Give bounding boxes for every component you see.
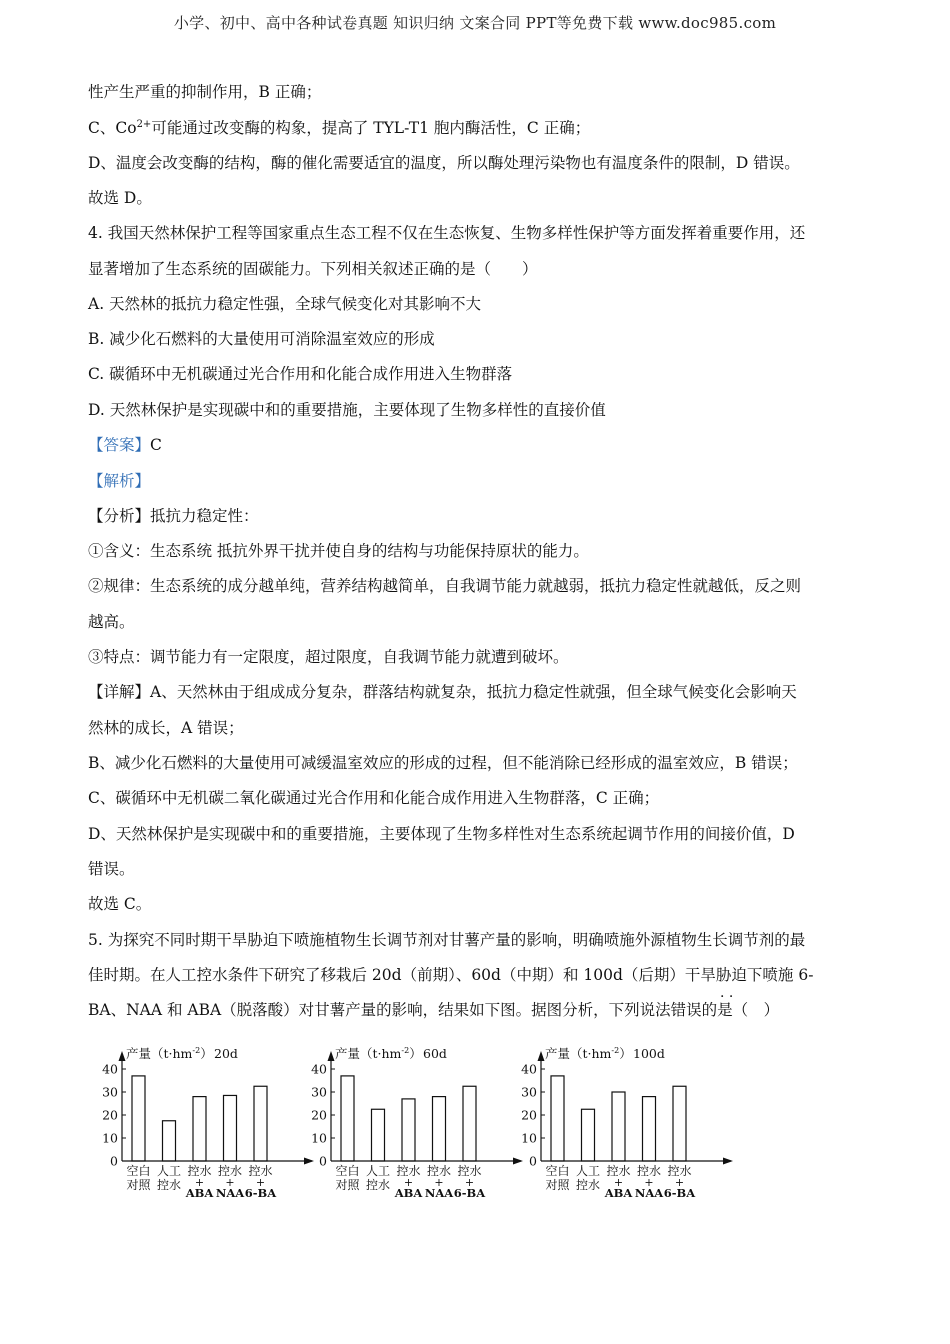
x-tick-label: 人工 [575,1164,601,1178]
y-axis-label: 产量$(t\cdot hm^{-2})$ [126,1046,213,1061]
text-line: D、温度会改变酶的结构，酶的催化需要适宜的温度，所以酶处理污染物也有温度条件的限制，D 错误。 [88,154,800,172]
text-line: 错误。 [88,860,135,878]
analysis-tag: 【解析】 [88,472,151,490]
text-line: BA、NAA 和 ABA（脱落酸）对甘薯产量的影响，结果如下图。据图分析，下列说法错误的是（ ） [88,1001,780,1019]
chart-title: 60d [423,1046,447,1061]
question-5-stem: 5. 为探究不同时期干旱胁迫下喷施植物生长调节剂对甘薯产量的影响，明确喷施外源植物生长调节剂的最 [88,931,806,949]
option-c: C. 碳循环中无机碳通过光合作用和化能合成作用进入生物群落 [88,365,513,383]
x-tick-label: 6-BA [453,1186,486,1200]
x-tick-label: 控水 [667,1164,692,1178]
option-a: A. 天然林的抵抗力稳定性强，全球气候变化对其影响不大 [88,295,482,313]
x-axis-arrow [723,1158,733,1165]
text-line: 【详解】A、天然林由于组成成分复杂，群落结构就复杂，抵抗力稳定性就强，但全球气候变化会影响天 [88,683,797,701]
x-tick-label: + [464,1176,475,1189]
text-line: 故选 C。 [88,895,152,913]
y-tick-label: 30 [311,1084,327,1100]
text-line: 【分析】抵抗力稳定性： [88,507,259,525]
option-b: B. 减少化石燃料的大量使用可消除温室效应的形成 [88,330,435,348]
bar [612,1092,625,1161]
x-tick-label: + [255,1176,266,1189]
option-d: D. 天然林保护是实现碳中和的重要措施，主要体现了生物多样性的直接价值 [88,401,606,419]
x-tick-label: 对照 [126,1178,151,1192]
answer-tag: 【答案】 [88,436,151,454]
x-tick-label: 6-BA [244,1186,277,1200]
x-tick-label: + [403,1176,414,1189]
y-tick-label: 10 [521,1130,537,1146]
x-tick-label: 对照 [545,1178,570,1192]
y-tick-label: 40 [102,1061,118,1077]
x-tick-label: NAA [215,1186,245,1200]
y-tick-label: 30 [102,1084,118,1100]
text-line: D、天然林保护是实现碳中和的重要措施，主要体现了生物多样性对生态系统起调节作用的间接价值，D [88,825,795,843]
y-axis-arrow [119,1051,126,1061]
x-tick-label: NAA [424,1186,454,1200]
x-tick-label: 人工 [156,1164,182,1178]
text-line: C、碳循环中无机碳二氧化碳通过光合作用和化能合成作用进入生物群落，C 正确； [88,789,660,807]
bar-charts [0,1035,950,1215]
x-tick-label: + [644,1176,654,1189]
x-tick-label: 控水 [575,1178,601,1192]
page-header: 小学、初中、高中各种试卷真题 知识归纳 文案合同 PPT等免费下载 www.doc985.com [173,14,777,32]
bar [163,1121,176,1161]
text-line: 佳时期。在人工控水条件下研究了移栽后 20d（前期）、60d（中期）和 100d（后期）干旱胁迫下喷施 6- [88,966,814,984]
text-line: 性产生严重的抑制作用，B 正确； [88,83,322,101]
y-tick-label: 10 [102,1130,118,1146]
x-tick-label: 控水 [606,1164,631,1178]
emphasis-dots: · · [720,989,734,1005]
x-tick-label: + [225,1176,235,1189]
x-tick-label: 控水 [187,1164,212,1178]
bar [372,1109,385,1161]
y-tick-label: 30 [521,1084,537,1100]
chart-title: 100d [633,1046,665,1061]
text-line: B、减少化石燃料的大量使用可减缓温室效应的形成的过程，但不能消除已经形成的温室效应，B 错误； [88,754,798,772]
x-tick-label: NAA [634,1186,664,1200]
bar [582,1109,595,1161]
x-tick-label: 控水 [426,1164,452,1178]
x-tick-label: 空白 [126,1164,151,1178]
x-tick-label: 控水 [365,1178,391,1192]
x-tick-label: 对照 [335,1178,360,1192]
y-axis-label: 产量$(t\cdot hm^{-2})$ [335,1046,422,1061]
y-tick-label: 40 [521,1061,537,1077]
x-tick-label: 人工 [365,1164,391,1178]
y-axis-arrow [538,1051,545,1061]
y-tick-label: 10 [311,1130,327,1146]
text-line: ①含义：生态系统 抵抗外界干扰并使自身的结构与功能保持原状的能力。 [88,542,589,560]
question-4-stem: 4. 我国天然林保护工程等国家重点生态工程不仅在生态恢复、生物多样性保护等方面发挥着重要作用，还 [88,224,806,242]
superscript: 2+ [136,118,152,130]
bar [551,1076,564,1161]
x-tick-label: 6-BA [663,1186,696,1200]
y-axis-arrow [328,1051,335,1061]
x-tick-label: 空白 [545,1164,570,1178]
text-line [88,116,590,138]
y-tick-label: 20 [102,1107,118,1123]
y-tick-label: 0 [319,1153,327,1169]
text-segment: C、Co [88,119,137,137]
y-axis-label: 产量$(t\cdot hm^{-2})$ [545,1046,632,1061]
bar [463,1086,476,1161]
bar [132,1076,145,1161]
y-tick-label: 20 [311,1107,327,1123]
x-axis-arrow [304,1158,314,1165]
text-segment: 可能通过改变酶的构象，提高了 TYL-T1 胞内酶活性，C 正确； [151,119,591,137]
x-tick-label: + [613,1176,624,1189]
x-tick-label: + [194,1176,205,1189]
x-tick-label: + [434,1176,444,1189]
x-tick-label: ABA [394,1186,423,1200]
chart-title: 20d [214,1046,238,1061]
y-tick-label: 0 [110,1153,118,1169]
x-tick-label: 控水 [636,1164,662,1178]
y-tick-label: 0 [529,1153,537,1169]
x-tick-label: 控水 [217,1164,243,1178]
x-tick-label: ABA [185,1186,214,1200]
x-tick-label: 控水 [156,1178,182,1192]
bar [224,1095,237,1161]
text-line: 越高。 [88,613,135,631]
x-tick-label: 控水 [396,1164,421,1178]
x-tick-label: + [674,1176,685,1189]
x-axis-arrow [513,1158,523,1165]
text-line: ③特点：调节能力有一定限度，超过限度，自我调节能力就遭到破坏。 [88,648,569,666]
text-line: 故选 D。 [88,189,152,207]
text-line: ②规律：生态系统的成分越单纯，营养结构越简单，自我调节能力就越弱，抵抗力稳定性就越低，反之则 [88,577,802,595]
bar [643,1097,656,1161]
x-tick-label: 空白 [335,1164,360,1178]
bar [673,1086,686,1161]
bar [193,1097,206,1161]
text-line: 显著增加了生态系统的固碳能力。下列相关叙述正确的是（ ） [88,260,538,278]
y-tick-label: 40 [311,1061,327,1077]
y-tick-label: 20 [521,1107,537,1123]
bar [341,1076,354,1161]
bar [433,1097,446,1161]
x-tick-label: 控水 [248,1164,273,1178]
text-line: 然林的成长，A 错误； [88,719,244,737]
bar [254,1086,267,1161]
answer-value: C [150,436,162,454]
answer-line [88,433,162,455]
x-tick-label: 控水 [457,1164,482,1178]
x-tick-label: ABA [604,1186,633,1200]
bar [402,1099,415,1161]
